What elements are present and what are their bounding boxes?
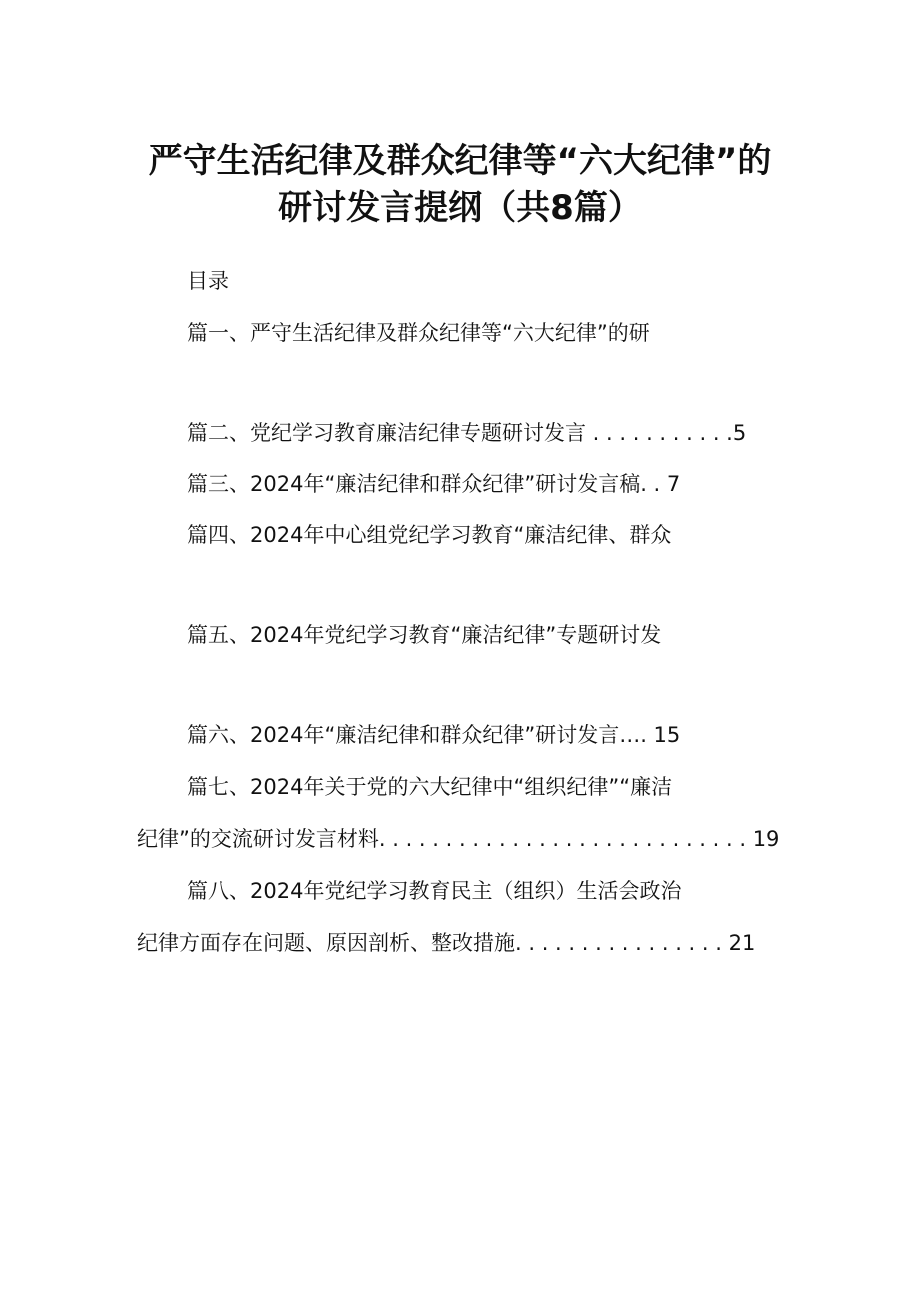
toc-entry-7[interactable]: 篇七、2024年关于党的六大纪律中“组织纪律”“廉洁	[187, 775, 673, 799]
document-title-line-2: 研讨发言提纲（共8篇）	[278, 188, 642, 228]
toc-entry-1[interactable]: 篇一、严守生活纪律及群众纪律等“六大纪律”的研	[187, 321, 650, 345]
toc-entry-4[interactable]: 篇四、2024年中心组党纪学习教育“廉洁纪律、群众	[187, 523, 672, 547]
toc-entry-7-continued[interactable]: 纪律”的交流研讨发言材料. . . . . . . . . . . . . . . . . . . . . . . . . . . . 19	[137, 827, 780, 851]
toc-entry-8[interactable]: 篇八、2024年党纪学习教育民主（组织）生活会政治	[187, 879, 682, 903]
toc-entry-2[interactable]: 篇二、党纪学习教育廉洁纪律专题研讨发言 . . . . . . . . . . .5	[187, 421, 747, 445]
toc-entry-3[interactable]: 篇三、2024年“廉洁纪律和群众纪律”研讨发言稿. . 7	[187, 472, 681, 496]
toc-heading: 目录	[187, 269, 229, 293]
toc-entry-5[interactable]: 篇五、2024年党纪学习教育“廉洁纪律”专题研讨发	[187, 623, 662, 647]
document-title-line-1: 严守生活纪律及群众纪律等“六大纪律”的	[148, 141, 772, 181]
toc-entry-8-continued[interactable]: 纪律方面存在问题、原因剖析、整改措施. . . . . . . . . . . . . . . . 21	[137, 931, 756, 955]
toc-entry-6[interactable]: 篇六、2024年“廉洁纪律和群众纪律”研讨发言…. 15	[187, 723, 681, 747]
